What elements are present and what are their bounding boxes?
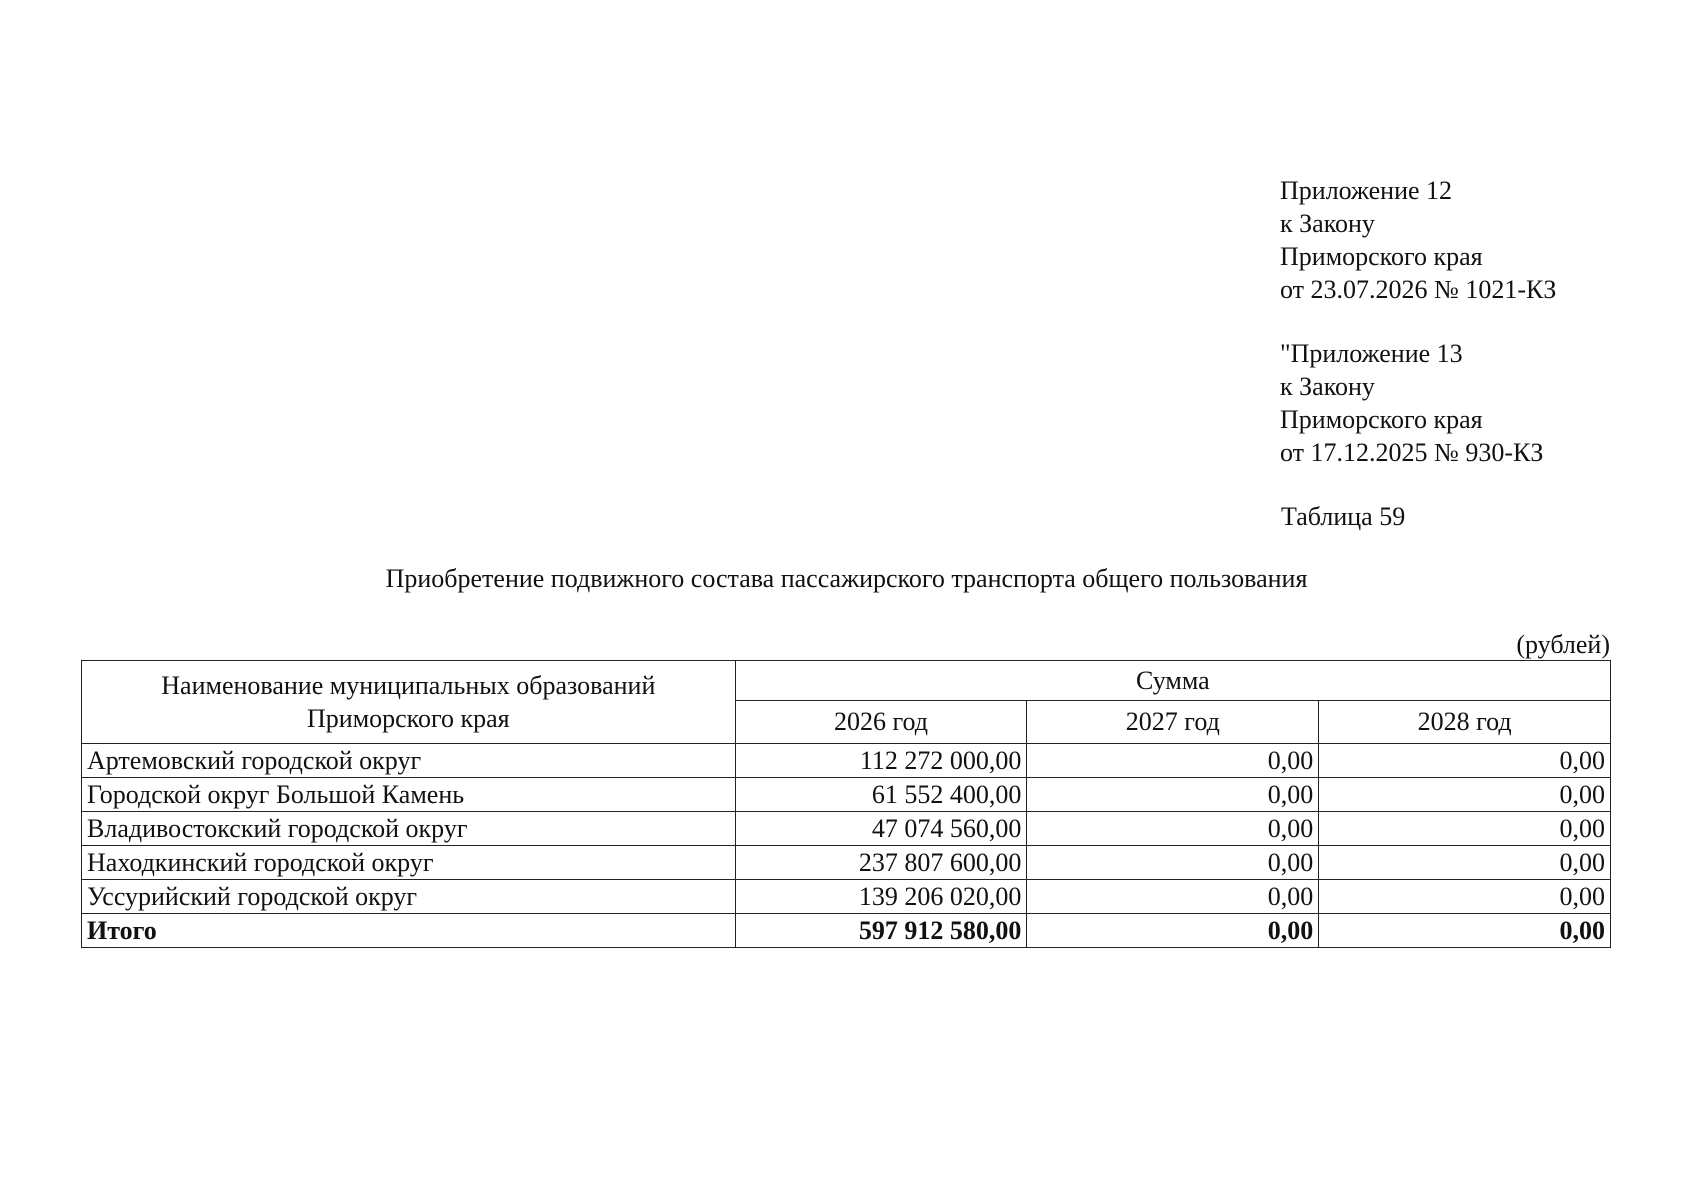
appendix-line: от 23.07.2026 № 1021-КЗ	[1280, 275, 1557, 304]
appendix-reference-amended	[1280, 337, 1543, 469]
header-year-2026: 2026 год	[735, 701, 1027, 744]
document-title: Приобретение подвижного состава пассажирского транспорта общего пользования	[385, 564, 1308, 593]
appendix-line: "Приложение 13	[1280, 339, 1463, 368]
total-2027: 0,00	[1027, 914, 1319, 948]
table-row	[82, 744, 1611, 778]
table-number: Таблица 59	[1281, 502, 1406, 531]
amount-2026: 47 074 560,00	[735, 812, 1027, 846]
appendix-line: от 17.12.2025 № 930-КЗ	[1280, 438, 1544, 467]
header-municipality	[82, 661, 736, 744]
appendix-line: Приморского края	[1280, 242, 1483, 271]
appendix-line: Приморского края	[1280, 405, 1483, 434]
amount-2027: 0,00	[1027, 812, 1319, 846]
header-year-2027: 2027 год	[1027, 701, 1319, 744]
appendix-line: Приложение 12	[1280, 176, 1453, 205]
total-2026: 597 912 580,00	[735, 914, 1027, 948]
header-municipality-line: Наименование муниципальных образований	[161, 671, 656, 700]
table-row	[82, 778, 1611, 812]
total-label: Итого	[82, 914, 736, 948]
amount-2028: 0,00	[1319, 880, 1611, 914]
amount-2026: 237 807 600,00	[735, 846, 1027, 880]
amount-2026: 61 552 400,00	[735, 778, 1027, 812]
units-label: (рублей)	[1516, 630, 1610, 659]
appendix-line: к Закону	[1280, 372, 1375, 401]
municipality-name: Находкинский городской округ	[82, 846, 736, 880]
municipality-name: Артемовский городской округ	[82, 744, 736, 778]
header-municipality-line: Приморского края	[307, 704, 510, 733]
header-year-2028: 2028 год	[1319, 701, 1611, 744]
municipality-name: Владивостокский городской округ	[82, 812, 736, 846]
amount-2028: 0,00	[1319, 744, 1611, 778]
amount-2028: 0,00	[1319, 778, 1611, 812]
funding-table	[81, 660, 1611, 948]
header-sum: Сумма	[735, 661, 1610, 701]
table-header-row	[82, 661, 1611, 701]
amount-2028: 0,00	[1319, 846, 1611, 880]
table-row	[82, 812, 1611, 846]
appendix-line: к Закону	[1280, 209, 1375, 238]
municipality-name: Уссурийский городской округ	[82, 880, 736, 914]
table-total-row	[82, 914, 1611, 948]
municipality-name: Городской округ Большой Камень	[82, 778, 736, 812]
amount-2027: 0,00	[1027, 846, 1319, 880]
total-2028: 0,00	[1319, 914, 1611, 948]
appendix-reference-current	[1280, 174, 1556, 306]
amount-2026: 139 206 020,00	[735, 880, 1027, 914]
table-row	[82, 846, 1611, 880]
amount-2028: 0,00	[1319, 812, 1611, 846]
amount-2027: 0,00	[1027, 778, 1319, 812]
table-row	[82, 880, 1611, 914]
amount-2026: 112 272 000,00	[735, 744, 1027, 778]
amount-2027: 0,00	[1027, 880, 1319, 914]
amount-2027: 0,00	[1027, 744, 1319, 778]
